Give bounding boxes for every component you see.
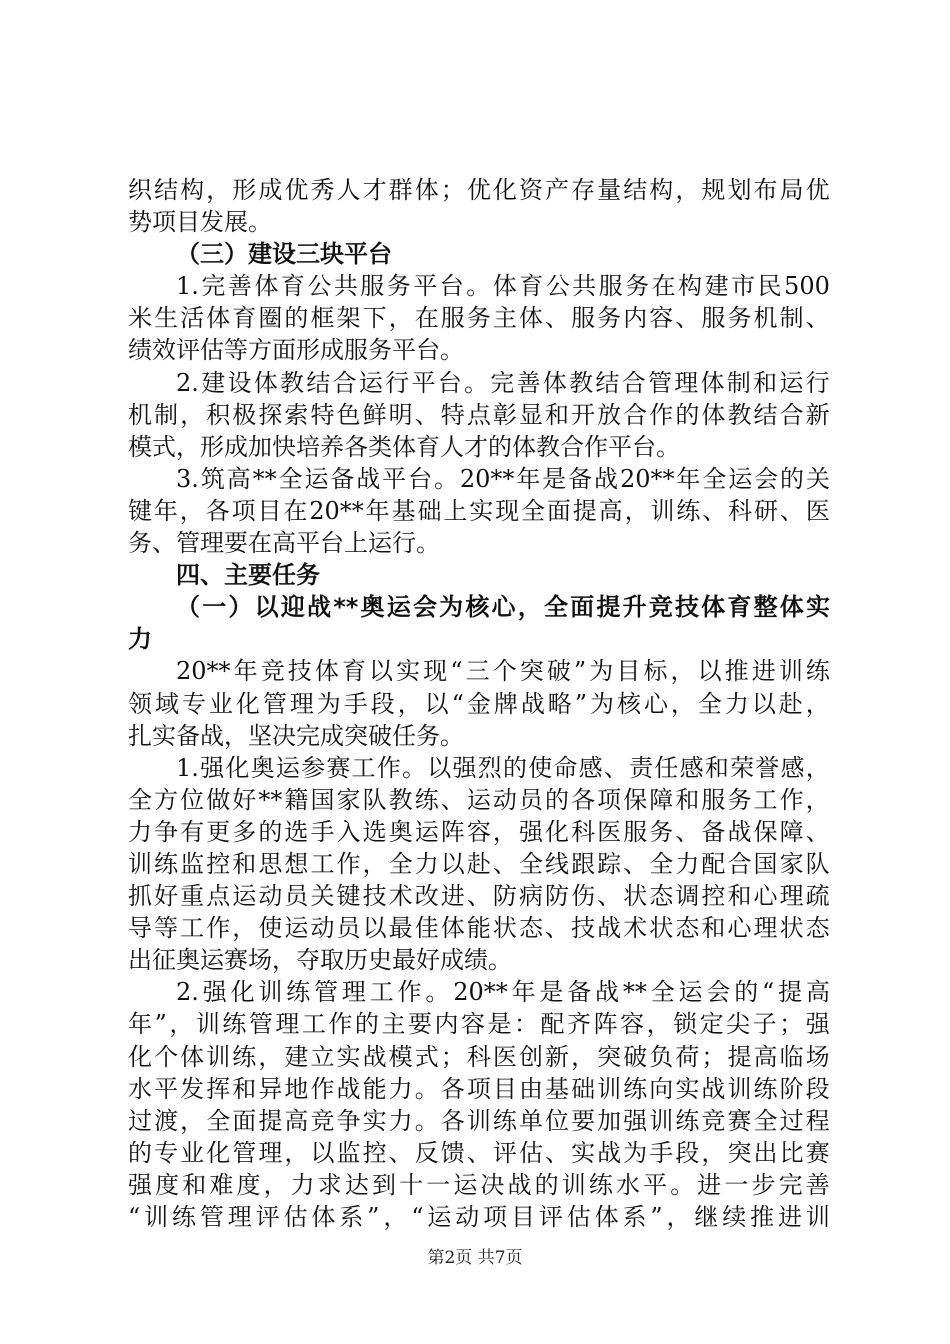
paragraph-line: 2. 建 设 体 教 结 合 运 行 平 台 。 完 善 体 教 结 合 管 理 体 制 和 运 行 xyxy=(176,368,830,397)
paragraph-line: 机 制 ， 积 极 探 索 特 色 鲜 明 、 特 点 彰 显 和 开 放 合 作 的 体 教 结 合 新 xyxy=(128,400,830,429)
paragraph-line: 导 等 工 作 ， 使 运 动 员 以 最 佳 体 能 状 态 、 技 战 术 状 态 和 心 理 状 态 xyxy=(128,914,830,943)
paragraph-line: 力 争 有 更 多 的 选 手 入 选 奥 运 阵 容 ， 强 化 科 医 服 务 、 备 战 保 障 、 xyxy=(128,817,830,846)
paragraph-line: 2. 强 化 训 练 管 理 工 作 。 20** 年 是 备 战 ** 全 运 会 的 “ 提 高 xyxy=(176,978,830,1007)
paragraph-line: 3. 筑 高 ** 全 运 备 战 平 台 。 20** 年 是 备 战 20** 年 全 运 会 的 关 xyxy=(176,464,830,493)
paragraph-line: 化 个 体 训 练 ， 建 立 实 战 模 式 ； 科 医 创 新 ， 突 破 负 荷 ； 提 高 临 场 xyxy=(128,1042,830,1071)
paragraph-line: 抓 好 重 点 运 动 员 关 键 技 术 改 进 、 防 病 防 伤 、 状 态 调 控 和 心 理 疏 xyxy=(128,882,830,911)
paragraph-line: 织 结 构 ， 形 成 优 秀 人 才 群 体 ； 优 化 资 产 存 量 结 构 ， 规 划 布 局 优 xyxy=(128,176,830,204)
paragraph-line: 水 平 发 挥 和 异 地 作 战 能 力 。 各 项 目 由 基 础 训 练 向 实 战 训 练 阶 段 xyxy=(128,1074,830,1103)
document-body xyxy=(128,174,830,1233)
paragraph-line: 键 年 ， 各 项 目 在 20** 年 基 础 上 实 现 全 面 提 高 ， 训 练 、 科 研 、 医 xyxy=(128,496,830,525)
paragraph-line: 扎实备战，坚决完成突破任务。 xyxy=(128,721,464,750)
paragraph-line: 务、管理要在高平台上运行。 xyxy=(128,529,440,558)
section-heading: （三）建设三块平台 xyxy=(176,240,392,269)
section-heading: （ 一 ） 以 迎 战 ** 奥 运 会 为 核 心 ， 全 面 提 升 竞 技 体 育 整 体 实 xyxy=(176,593,830,622)
paragraph-line: 强 度 和 难 度 ， 力 求 达 到 十 一 运 决 战 的 训 练 水 平 。 进 一 步 完 善 xyxy=(128,1170,830,1199)
paragraph-line: 出征奥运赛场，夺取历史最好成绩。 xyxy=(128,946,512,975)
paragraph-line: “ 训 练 管 理 评 估 体 系 ” ， “ 运 动 项 目 评 估 体 系 ” ， 继 续 推 进 训 xyxy=(128,1203,830,1231)
paragraph-line: 势项目发展。 xyxy=(128,208,272,237)
paragraph-line: 1. 强 化 奥 运 参 赛 工 作 。 以 强 烈 的 使 命 感 、 责 任 感 和 荣 誉 感 ， xyxy=(176,753,830,782)
paragraph-line: 领 域 专 业 化 管 理 为 手 段 ， 以 “ 金 牌 战 略 ” 为 核 心 ， 全 力 以 赴 ， xyxy=(128,689,830,718)
paragraph-line: 20** 年 竞 技 体 育 以 实 现 “ 三 个 突 破 ” 为 目 标 ， 以 推 进 训 练 xyxy=(176,657,830,686)
paragraph-line: 绩效评估等方面形成服务平台。 xyxy=(128,336,464,365)
paragraph-line: 过 渡 ， 全 面 提 高 竞 争 实 力 。 各 训 练 单 位 要 加 强 训 练 竞 赛 全 过 程 xyxy=(128,1106,830,1135)
section-heading: 力 xyxy=(128,625,152,654)
paragraph-line: 训 练 监 控 和 思 想 工 作 ， 全 力 以 赴 、 全 线 跟 踪 、 全 力 配 合 国 家 队 xyxy=(128,849,830,878)
paragraph-line: 模式，形成加快培养各类体育人才的体教合作平台。 xyxy=(128,432,680,461)
paragraph-line: 全 方 位 做 好 ** 籍 国 家 队 教 练 、 运 动 员 的 各 项 保 障 和 服 务 工 作 ， xyxy=(128,785,830,814)
paragraph-line: 年 ” ， 训 练 管 理 工 作 的 主 要 内 容 是 ： 配 齐 阵 容 ， 锁 定 尖 子 ； 强 xyxy=(128,1010,830,1039)
section-heading: 四、主要任务 xyxy=(176,561,320,590)
paragraph-line: 1. 完 善 体 育 公 共 服 务 平 台 。 体 育 公 共 服 务 在 构 建 市 民 500 xyxy=(176,272,830,301)
paragraph-line: 的 专 业 化 管 理 ， 以 监 控 、 反 馈 、 评 估 、 实 战 为 手 段 ， 突 出 比 赛 xyxy=(128,1138,830,1167)
page-footer: 第2页 共7页 xyxy=(427,1248,523,1268)
paragraph-line: 米 生 活 体 育 圈 的 框 架 下 ， 在 服 务 主 体 、 服 务 内 容 、 服 务 机 制 、 xyxy=(128,304,830,333)
